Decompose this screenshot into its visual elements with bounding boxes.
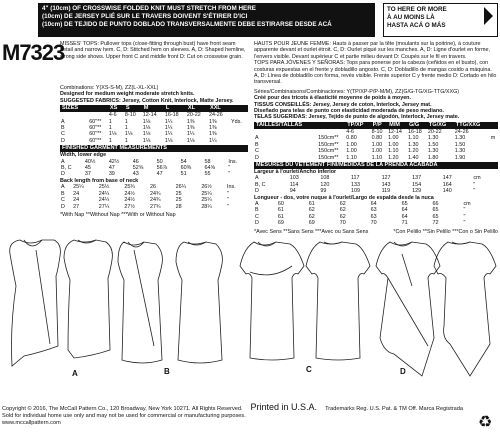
cell-value: 62 [339,213,346,220]
back-length-label: Back length from base of neck [60,177,139,184]
cell-value: 25¼ [201,197,212,204]
mesures-label: MESURES DU VÊTEMENT FINI/MEDIDAS DE LA PRENDA ACABADA [254,162,498,169]
cell-value: 62 [308,213,315,220]
fabric-width: 150cm** [318,154,339,161]
stretch-line-en: 4" (10cm) OF CROSSWISE FOLDED KNIT MUST STRETCH FROM HERE [42,5,256,12]
cell-value: 64 [370,200,377,207]
view-label: D [255,154,259,161]
cell-value: 1⅛ [142,118,151,125]
view-label: B [255,141,259,148]
cell-value: 1 [108,118,112,125]
cell-value: 61 [308,200,315,207]
unit: Yds. [231,118,242,125]
size-num: 4-6 [108,112,117,119]
cell-value: 24¾ [150,197,161,204]
width-table [60,159,248,178]
cell-value: 137 [412,175,422,182]
garment-illustrations [2,226,498,402]
size-xl: XL [186,105,208,112]
table-row [60,204,248,210]
size-xs: XS [108,105,124,112]
unit: m [490,135,496,142]
size-l: L [164,105,186,112]
largeur-label: Largeur à l'ourlet/Ancho inferior [254,168,337,175]
view-label: A [61,118,65,125]
description-es: TOPS PARA JÓVENES Y SEÑORAS: Tops para ponerse por la cabeza (ceñidos en el busto), con costuras expuestas en el frente y dobladillo angosto. C, D: Dobladillo de mangas cosido a máquina. A, D: Línea de dobladillo con forma, revés visible. Frente superior C y frente medio D: Cortado en hilo transversal. [254,60,497,86]
unit: " [226,190,229,197]
sold-note: Sold for individual home use only and may not be used for commercial or manufacturing purposes. [2,413,246,419]
cell-value: 71 [401,220,408,227]
disenado: Diseñado para telas de punto con elasticidad moderada de peso mediano. [254,108,444,115]
cell-value: 47 [156,171,163,178]
pattern-number: M7323 [2,40,65,65]
size-num: 24-26 [208,112,223,119]
view-label: A [255,175,259,182]
cell-value: 1.30 [407,141,419,148]
cell-value: 1.50 [427,141,439,148]
view-label: C [61,197,65,204]
cell-value: 24½ [124,197,135,204]
fabric-width: 150cm** [318,148,339,155]
size-m: M [142,105,164,112]
label-d: D [400,367,406,376]
cell-value: 1.10 [346,154,357,161]
stretch-line-es: (10cm) DE TEJIDO DE PUNTO DOBLADO TRANSVERSALMENTE DEBE ESTIRARSE DESDE ACÁ [42,21,332,28]
cell-value: 143 [381,181,391,188]
view-label: D [255,220,259,227]
view-label: A [255,135,259,142]
cell-value: 27¾ [150,203,161,210]
unit: " [473,181,476,188]
cell-value: 61 [277,213,284,220]
unit: " [226,197,229,204]
top-b-back-drawing [176,242,222,363]
to-here-en: TO HERE OR MORE [387,6,447,13]
view-label: B [255,207,259,214]
cell-value: 26 [150,184,157,191]
cell-value: 140 [442,188,452,195]
cell-value: 50 [156,158,163,165]
cell-value: 117 [350,175,360,182]
cell-value: 1.30 [427,135,439,142]
cell-value: 70 [339,220,346,227]
unit: Ins. [226,184,236,191]
back-length-table [60,184,248,210]
cell-value: 1 [124,118,128,125]
series-combinations: Séries/Combinaisons/Combinaciones: Y(TP/XP-P/P-M/M), ZZ(G/G-TG/XG-TTG/XXG) [254,88,460,95]
cell-value: 109 [350,188,360,195]
cell-value: 69 [308,220,315,227]
cell-value: 1.00 [346,141,357,148]
fabric-width: 60"** [89,131,102,138]
fabric-width: 150cm** [318,141,339,148]
cell-value: 0.80 [371,135,383,142]
cell-value: 1¼ [164,125,173,132]
size-num: 8-10 [124,112,136,119]
cell-value: 47 [108,165,115,172]
cell-value: 1.00 [346,148,357,155]
cell-value: 63 [370,207,377,214]
to-here-es: HASTA ACÁ O MÁS [387,22,446,29]
cell-value: 25½ [98,184,110,191]
printed-in: Printed in U.S.A. [250,402,318,412]
cell-value: 62 [339,200,346,207]
cell-value: 154 [412,181,422,188]
website-link[interactable]: www.mccallpattern.com [2,420,61,426]
unit [230,138,248,144]
cell-value: 45 [84,165,91,172]
suggested-fabrics: SUGGESTED FABRICS: Jersey, Cotton Knit, Interlock, Matte Jersey. [60,97,234,104]
largeur-table [254,175,498,194]
designed-for: Designed for medium weight moderate stretch knits. [60,91,195,98]
unit: cm [473,175,481,182]
cell-value: 1.20 [407,148,419,155]
copyright: Copyright © 2016, The McCall Pattern Co., 120 Broadway, New York 10271. All Rights Reserved. [2,406,243,412]
cell-value: 1.10 [371,154,383,161]
cell-value: 62 [308,207,315,214]
cell-value: 133 [350,181,360,188]
cell-value: 60 [277,200,284,207]
cell-value: 1 [124,137,128,144]
cell-value: 1⅛ [142,125,151,132]
english-column [60,41,248,218]
unit: cm [463,200,471,207]
label-c: C [306,365,312,374]
metric-table [254,122,498,161]
longueur-label: Longueur - dos, votre nuque à l'ourlet/Largo de espalda desde la nuca [254,194,434,201]
cell-value: 1.10 [388,148,399,155]
cell-value: 39 [108,171,115,178]
cell-value: 1⅛ [124,131,133,138]
cell-value: 1.30 [454,135,466,142]
size-s: S [124,105,142,112]
stretch-gauge-banner [38,3,375,37]
cell-value: 119 [381,188,391,195]
cell-value: 25 [175,197,182,204]
unit: " [463,213,466,220]
label-a: A [72,369,78,378]
cell-value: 43 [132,171,139,178]
cell-value: 26¼ [175,184,187,191]
cell-value: 1⅛ [164,137,173,144]
cell-value: 1.10 [407,135,419,142]
cell-value: 27 [73,203,80,210]
fabric-width: 60"** [89,118,102,125]
cell-value: 103 [289,175,299,182]
cell-value: 1⅜ [208,118,217,125]
cell-value: 1⅛ [142,137,151,144]
cell-value: 1.90 [454,154,466,161]
cell-value: 24¼ [98,197,110,204]
cell-value: 1.00 [388,141,399,148]
taille: G/G [407,122,427,129]
width-label: Width, lower edge [60,152,107,159]
cell-value: 28¼ [201,203,212,210]
cell-value: 147 [442,175,452,182]
cell-value: 1¼ [164,118,173,125]
unit: Ins. [228,158,238,165]
cell-value: 24 [73,190,80,197]
cell-value: 25¾ [124,184,135,191]
cell-value: 1⅜ [186,125,195,132]
cell-value: 1¼ [164,131,173,138]
fabric-width: 60"** [89,125,102,132]
unit: " [226,203,229,210]
longueur-table [254,201,498,227]
yardage-table [60,105,248,144]
cell-value: 24¼ [98,190,110,197]
description-fr: HAUTS POUR JEUNE FEMME: Hauts à passer par la tête (moulants sur la poitrine), à couture apparente devant et ourlet étroit. C, D: Ourlet piqué sur les manches. A, D: Ligne d'ourlet en forme, l'envers visible. Devant supérieur C et partie milieu devant D: Coupés sur le fil en travers. [254,41,490,60]
taille: TTG/XXG [454,122,490,129]
label-b: B [164,367,170,376]
unit: " [463,220,466,227]
cell-value: 28 [175,203,182,210]
tailles-label: TAILLES/TALLAS [254,122,317,129]
size-num: 20-22 [186,112,201,119]
view-label: C [61,131,65,138]
cell-value: 94 [289,188,296,195]
view-label: A [255,200,259,207]
unit: " [228,171,231,178]
to-here-fr: À AU MOINS LÀ [387,14,435,21]
trademarks: Trademarks Reg. U.S. Pat. & TM Off. Marca Registrada [325,406,463,412]
cell-value: 54 [180,158,187,165]
top-c-front-drawing [240,242,304,360]
view-label: D [61,203,65,210]
cell-value: 61 [277,207,284,214]
unit: " [473,188,476,195]
cell-value: 24 [73,197,80,204]
cell-value: 42½ [108,158,120,165]
cell-value: 25 [175,190,182,197]
cell-value: 1⅛ [142,131,151,138]
nap-note-fr: *Avec Sens **Sans Sens ***Avec ou Sans Sens [254,228,369,235]
cell-value: 69 [277,220,284,227]
cell-value: 51 [180,171,187,178]
top-d-front-drawing [376,242,440,376]
cell-value: 129 [412,188,422,195]
cell-value: 99 [320,188,327,195]
view-label: B [61,190,65,197]
size-num: 12-14 [142,112,157,119]
taille-num: 24-26 [454,128,469,135]
cell-value: 60⅜ [180,165,192,172]
combinations-en: Combinations: Y(XS-S-M), ZZ(L-XL-XXL) [60,85,159,91]
view-label: A [61,184,65,191]
cell-value: 70 [370,220,377,227]
stretch-line-fr: (10cm) DE JERSEY PLIÉ SUR LE TRAVERS DOIVENT S'ÉTIRER D'ICI [42,13,248,20]
cell-value: 1.00 [371,141,383,148]
unit [490,155,498,161]
cell-value: 25¼ [73,184,84,191]
view-label: D [255,188,259,195]
cell-value: 56⅞ [156,165,168,172]
cell-value: 108 [320,175,330,182]
arrow-right-icon [484,7,493,25]
cell-value: 1¼ [208,137,217,144]
cell-value: 62 [339,207,346,214]
taille: P/P [371,122,387,129]
taille-num: 12-14 [388,128,402,135]
cell-value: 127 [381,175,391,182]
finished-label: FINISHED GARMENT MEASUREMENTS [60,145,248,152]
cell-value: 114 [289,181,299,188]
unit: " [463,207,466,214]
sizes-label: SIZES [60,105,88,112]
cree-pour: Créé pour des tricots à élasticité moyenne de poids à moyen. [254,95,411,102]
cell-value: 0.80 [346,135,357,142]
cell-value: 1.30 [454,148,466,155]
cell-value: 1⅜ [208,131,217,138]
taille-num: 20-22 [427,128,442,135]
cell-value: 65 [432,207,439,214]
to-here-box [383,3,498,37]
cell-value: 65 [432,213,439,220]
cell-value: 40½ [84,158,96,165]
cell-value: 24½ [124,190,135,197]
cell-value: 1 [108,137,112,144]
recycle-icon: ♻ [478,414,493,431]
cell-value: 1.50 [454,141,466,148]
top-a-front-drawing [10,240,61,366]
taille-num: 4-6 [346,128,355,135]
cell-value: 46 [132,158,139,165]
cell-value: 63 [370,213,377,220]
tissus-conseilles: TISSUS CONSEILLÉS: Jersey, Jersey de coton, Interlock, Jersey mat. [254,101,432,108]
description-en: MISSES' TOPS: Pullover tops (close-fitting through bust) have front seam detail and narrow hem. C, D: Stitched hem on sleeves. A, D: Shaped hemline, wrong side shows. Upper front C and middle front D: Cut on crosswise grain. [60,41,246,60]
table-row [254,155,498,161]
fabric-width: 60"** [89,137,102,144]
fabric-width: 150cm** [318,135,339,142]
cell-value: 1.80 [427,154,439,161]
cell-value: 25¼ [201,190,212,197]
taille: M/M [387,122,407,129]
cell-value: 64 [401,213,408,220]
top-b-front-drawing [118,242,162,363]
cell-value: 64⅝ [204,165,215,172]
taille-num: 16-18 [407,128,422,135]
cell-value: 1.40 [407,154,419,161]
taille: TP/XP [345,122,370,129]
french-spanish-column [254,41,498,235]
size-xxl: XXL [208,105,230,112]
cell-value: 120 [320,181,330,188]
top-c-back-drawing [306,242,370,360]
size-num: 16-18 [164,112,179,119]
cell-value: 66 [432,200,439,207]
footer [2,404,498,427]
cell-value: 164 [442,181,452,188]
view-label: A [61,158,65,165]
taille: TG/XG [427,122,454,129]
cell-value: 1.30 [427,148,439,155]
cell-value: 37 [84,171,91,178]
cell-value: 52⅝ [132,165,144,172]
cell-value: 58 [204,158,211,165]
cell-value: 72 [432,220,439,227]
cell-value: 1.20 [388,154,399,161]
view-label: B [61,125,65,132]
nap-note: *With Nap **Without Nap ***With or Without Nap [60,211,176,218]
cell-value: 55 [204,171,211,178]
telas-sugeridas: TELAS SUGERIDAS: Jersey, Tejido de punto de algodón, Interlock, Jersey mate. [254,114,460,121]
view-label: C [255,213,259,220]
cell-value: 1 [124,125,128,132]
cell-value: 27½ [124,203,135,210]
cell-value: 1 [108,125,112,132]
nap-note-es: *Con Pelillo **Sin Pelillo ***Con o Sin Pelillo [393,228,498,235]
view-label: D [61,171,65,178]
cell-value: 26½ [201,184,212,191]
unit: " [228,165,231,172]
cell-value: 1⅛ [186,137,195,144]
cell-value: 1¼ [186,131,195,138]
top-d-back-drawing [434,242,496,376]
cell-value: 24¾ [150,190,161,197]
cell-value: 1⅜ [186,118,195,125]
view-label: B, C [255,181,266,188]
view-label: C [255,148,259,155]
table-row [60,138,248,144]
cell-value: 64 [401,207,408,214]
top-a-back-drawing [64,240,112,358]
view-label: D [61,137,65,144]
taille-num: 8-10 [371,128,383,135]
cell-value: 65 [401,200,408,207]
cell-value: 1.00 [388,135,399,142]
view-label: B, C [61,165,72,172]
cell-value: 1⅜ [208,125,217,132]
cell-value: 1.00 [371,148,383,155]
cell-value: 27¼ [98,203,110,210]
cell-value: 1⅛ [108,131,117,138]
